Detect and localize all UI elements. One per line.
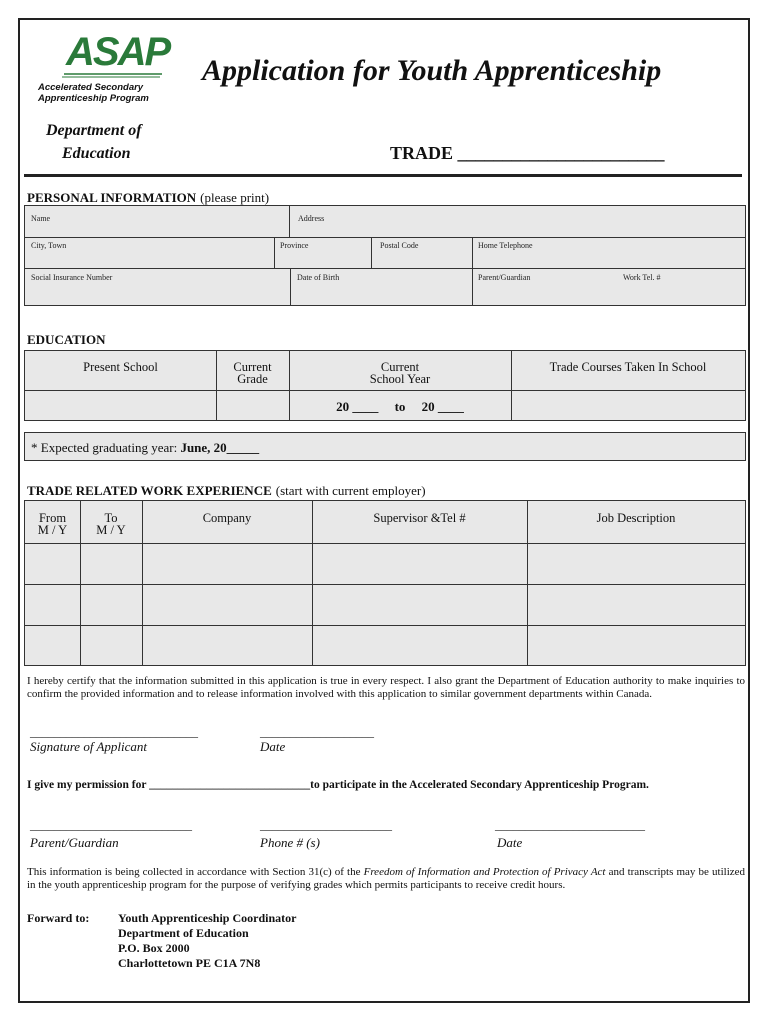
home-telephone-field[interactable]: Home Telephone <box>478 241 533 250</box>
phone-label: Phone # (s) <box>260 835 320 850</box>
col-supervisor: Supervisor &Tel # <box>373 511 466 525</box>
col-school-year <box>289 361 511 385</box>
guardian-date-label: Date <box>497 835 523 850</box>
address-field[interactable]: Address <box>298 214 325 223</box>
city-field[interactable]: City, Town <box>31 241 67 250</box>
forward-line-3: P.O. Box 2000 <box>118 941 190 955</box>
postal-code-field[interactable]: Postal Code <box>380 241 419 250</box>
parent-guardian-field[interactable]: Parent/Guardian <box>478 273 531 282</box>
province-field[interactable]: Province <box>280 241 309 250</box>
col-company: Company <box>202 511 252 525</box>
col-job-description: Job Description <box>596 511 676 525</box>
forward-label: Forward to: <box>27 911 90 925</box>
privacy-act: Freedom of Information and Protection of Privacy Act <box>363 866 606 878</box>
work-heading-title: TRADE RELATED WORK EXPERIENCE <box>27 483 272 498</box>
col-present-school: Present School <box>83 360 158 374</box>
graduating-year-prefix: * Expected graduating year: <box>31 440 181 455</box>
forward-line-2: Department of Education <box>118 926 249 940</box>
col-current-grade-line1: Current <box>233 360 272 374</box>
department-line-1: Department of <box>46 122 142 139</box>
work-tel-field[interactable]: Work Tel. # <box>623 273 661 282</box>
signature-date-label: Date <box>260 739 286 754</box>
personal-heading-title: PERSONAL INFORMATION <box>27 190 197 205</box>
education-heading: EDUCATION <box>27 332 106 347</box>
trade-field[interactable]: TRADE _______________________ <box>390 143 665 163</box>
name-field[interactable]: Name <box>31 214 51 223</box>
privacy-post: and transcripts may be utilized in the youth apprenticeship program for the purpose of verifying grades which permits participants to receive credit hours. <box>27 866 746 891</box>
graduating-year-text[interactable] <box>31 440 259 456</box>
personal-heading-note: (please print) <box>200 190 270 205</box>
col-school-year-line1: Current <box>380 360 420 374</box>
graduating-year-value[interactable]: June, 20_____ <box>180 440 260 455</box>
work-heading-note: (start with current employer) <box>275 483 426 498</box>
signature-line[interactable]: ____________________________ <box>30 725 198 739</box>
phone-line[interactable]: ______________________ <box>260 818 392 832</box>
header-rule <box>24 174 742 177</box>
personal-info-table <box>24 205 746 306</box>
signature-date-line[interactable]: ___________________ <box>260 725 374 739</box>
forward-line-4: Charlottetown PE C1A 7N8 <box>118 956 261 970</box>
forward-address <box>118 911 296 971</box>
logo-line-2: Apprenticeship Program <box>38 93 149 104</box>
col-current-grade <box>216 361 289 385</box>
col-from-line2: M / Y <box>37 523 68 537</box>
form-title: Application for Youth Apprenticeship <box>202 54 662 87</box>
department-line-2: Education <box>62 145 131 162</box>
col-school-year-line2: School Year <box>369 372 431 386</box>
col-to-line2: M / Y <box>96 523 126 537</box>
col-to <box>80 512 142 536</box>
privacy-pre: This information is being collected in accordance with Section 31(c) of the <box>27 866 364 878</box>
school-year-value[interactable]: 20 ____ to 20 ____ <box>336 399 464 414</box>
permission-text[interactable]: I give my permission for ____________________________to participate in the Accelerated Secondary Apprenticeship Program. <box>27 779 649 791</box>
col-trade-courses: Trade Courses Taken In School <box>549 360 707 374</box>
guardian-signature-line[interactable]: ___________________________ <box>30 818 192 832</box>
col-from-line1: From <box>38 511 67 525</box>
col-to-line1: To <box>104 511 118 525</box>
signature-label: Signature of Applicant <box>30 739 147 754</box>
asap-logo <box>34 30 170 108</box>
work-heading <box>27 482 426 500</box>
certification-text: I hereby certify that the information submitted in this application is true in every respect. I also grant the Department of Education authority to make inquiries to confirm the provided information and to release information involved with this application to similar government departments within Canada. <box>27 675 745 700</box>
forward-line-1: Youth Apprenticeship Coordinator <box>118 911 297 925</box>
guardian-label: Parent/Guardian <box>30 835 119 850</box>
sin-field[interactable]: Social Insurance Number <box>31 273 113 282</box>
dob-field[interactable]: Date of Birth <box>297 273 340 282</box>
education-table <box>24 350 746 421</box>
graduating-year-box <box>24 432 746 461</box>
logo-line-1: Accelerated Secondary <box>38 82 144 93</box>
work-experience-table <box>24 500 746 666</box>
col-current-grade-line2: Grade <box>237 372 268 386</box>
logo-mark-text: ASAP <box>66 30 170 74</box>
guardian-date-line[interactable]: _________________________ <box>495 818 645 832</box>
privacy-notice <box>27 866 745 892</box>
col-from <box>25 512 80 536</box>
